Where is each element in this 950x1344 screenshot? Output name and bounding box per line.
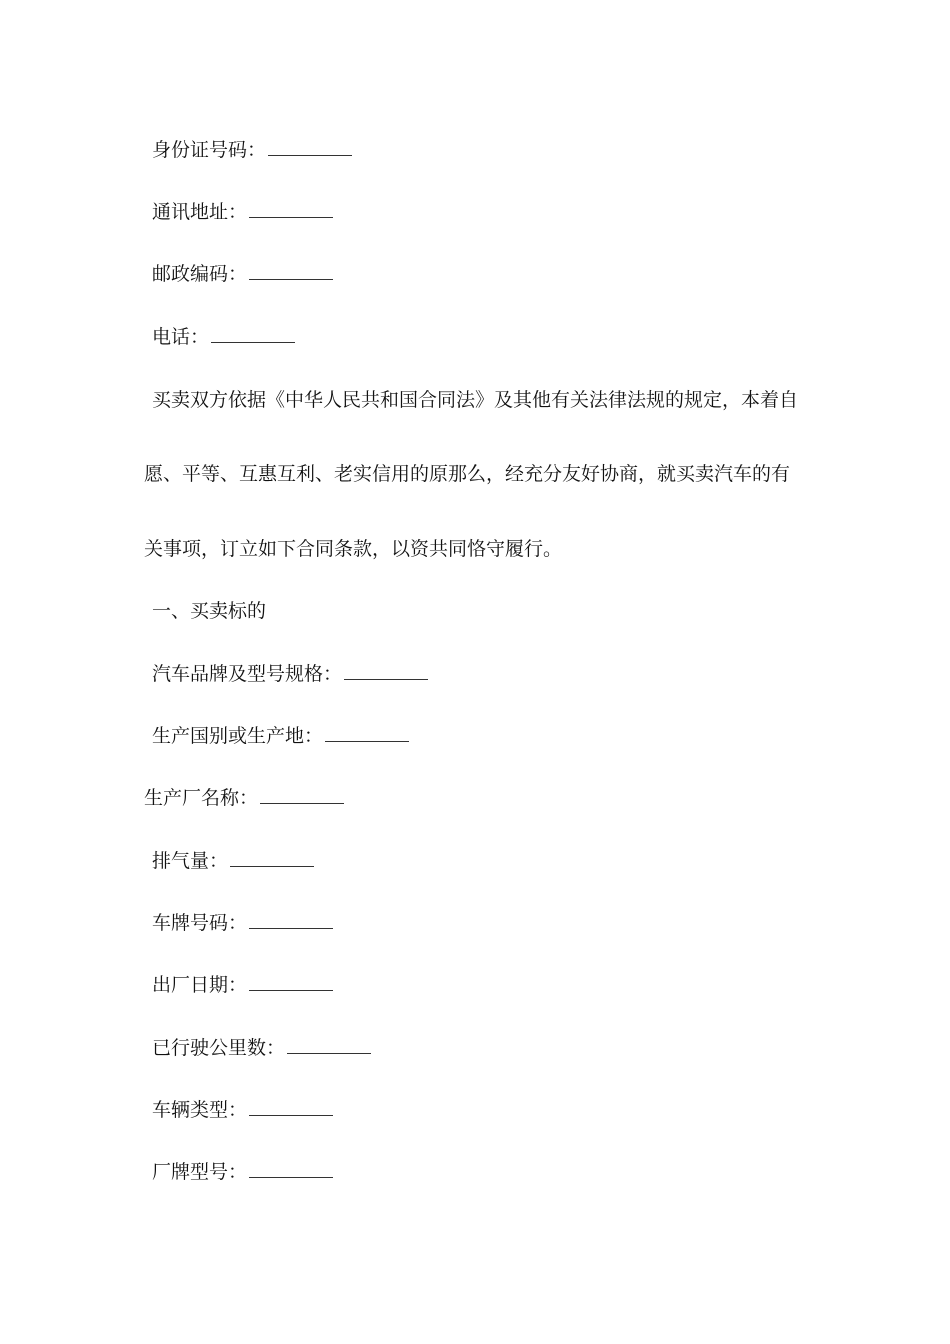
mileage-label: 已行驶公里数： [152,1037,286,1059]
phone-field [152,325,295,349]
preamble-line-2: 愿、平等、互惠互利、老实信用的原那么，经充分友好协商，就买卖汽车的有 [144,463,791,485]
postal-code-field [152,262,333,286]
manufacturer-label: 生产厂名称： [144,787,259,809]
displacement-label: 排气量： [152,850,229,872]
brand-model-label: 汽车品牌及型号规格： [152,663,343,685]
origin-field [152,724,409,748]
mileage-field [152,1036,371,1060]
address-blank [249,201,333,218]
plate-number-blank [249,912,333,929]
brand-type-label: 厂牌型号： [152,1161,248,1183]
preamble-line-1: 买卖双方依据《中华人民共和国合同法》及其他有关法律法规的规定，本着自 [152,389,799,411]
origin-blank [325,725,409,742]
displacement-field [152,849,314,873]
brand-model-field [152,662,428,686]
postal-code-label: 邮政编码： [152,263,248,285]
manufacturer-field [144,786,344,810]
plate-number-label: 车牌号码： [152,912,248,934]
id-number-field [152,138,352,162]
brand-type-field [152,1160,333,1184]
origin-label: 生产国别或生产地： [152,725,324,747]
vehicle-type-label: 车辆类型： [152,1099,248,1121]
vehicle-type-blank [249,1099,333,1116]
brand-model-blank [344,663,428,680]
id-number-label: 身份证号码： [152,139,267,161]
brand-type-blank [249,1161,333,1178]
production-date-blank [249,974,333,991]
section-heading: 一、买卖标的 [152,600,267,622]
phone-blank [211,326,295,343]
mileage-blank [287,1037,371,1054]
id-number-blank [268,139,352,156]
vehicle-type-field [152,1098,333,1122]
address-label: 通讯地址： [152,201,248,223]
preamble-line-3: 关事项，订立如下合同条款，以资共同恪守履行。 [144,538,563,560]
manufacturer-blank [260,787,344,804]
address-field [152,200,333,224]
production-date-label: 出厂日期： [152,974,248,996]
production-date-field [152,973,333,997]
postal-code-blank [249,263,333,280]
plate-number-field [152,911,333,935]
displacement-blank [230,850,314,867]
phone-label: 电话： [152,326,210,348]
